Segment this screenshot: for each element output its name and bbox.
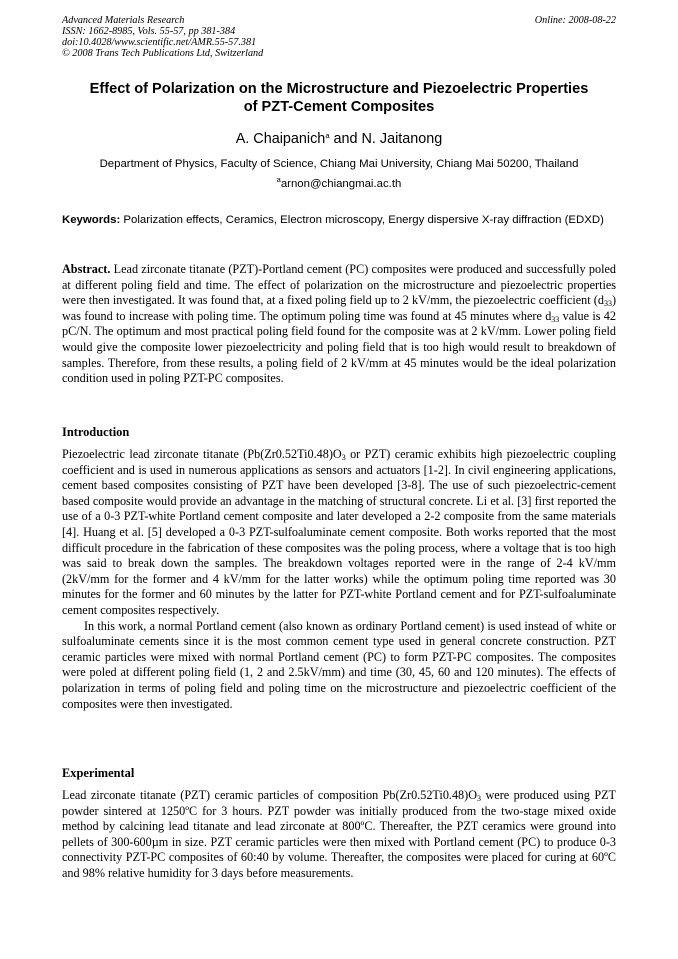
abstract-sub-2: 33	[551, 314, 560, 324]
intro-p1-sub: 3	[341, 453, 346, 462]
exp-sub: 3	[477, 794, 482, 803]
exp-text-1: Lead zirconate titanate (PZT) ceramic particles of composition Pb(Zr0.52Ti0.48)O	[62, 788, 478, 802]
introduction-heading: Introduction	[62, 425, 130, 439]
email-superscript: a	[276, 175, 281, 184]
abstract-text-1: Lead zirconate titanate (PZT)-Portland cement (PC) composites were produced and successfully poled at different poling field and time. The effect of polarization on the microstructure and piezoelectric properties were then investigated. It was found that, at a fixed poling field up to 2 kV/mm, the piezoelectric coefficient (d	[62, 262, 616, 308]
keywords-label: Keywords:	[62, 214, 121, 226]
intro-p1-text-1: Piezoelectric lead zirconate titanate (Pb(Zr0.52Ti0.48)O	[62, 447, 342, 461]
authors	[62, 130, 616, 148]
affiliation: Department of Physics, Faculty of Science, Chiang Mai University, Chiang Mai 50200, Thailand	[99, 158, 579, 170]
copyright-line: © 2008 Trans Tech Publications Ltd, Switzerland	[62, 48, 264, 59]
abstract-sub-1: 33	[603, 299, 612, 309]
email-address: arnon@chiangmai.ac.th	[280, 178, 402, 190]
intro-p1-text-2: or PZT) ceramic exhibits high piezoelectric coupling coefficient and is used in numerous applications as sensors and actuators [1-2]. In civil engineering applications, cement based composites consisting of PZT have been developed [3-8]. The use of such piezoelectric-cement based composite would provide an advantage in the matching of structural concrete. Li et al. [3] first reported the use of a 0-3 PZT-white Portland cement composite and later developed a 2-2 composite from the same materials [4]. Huang et al. [5] developed a 0-3 PZT-sulfoaluminate cement composite. Both works reported that the most difficult procedure in the fabrication of these composites was the poling process, where a voltage that is too high was said to break down the samples. The breakdown voltages reported were in the range of 2-4 kV/mm (2kV/mm for the former and 4 kV/mm for the latter works) while the optimum poling time reported was 30 minutes for the former and 60 minutes by the latter for PZT-white Portland cement and for PZT-sulfoaluminate cement composites respectively.	[62, 447, 616, 617]
introduction-body	[62, 447, 616, 712]
abstract-label: Abstract.	[62, 262, 111, 276]
keywords-text: Polarization effects, Ceramics, Electron microscopy, Energy dispersive X-ray diffraction (EDXD)	[120, 214, 604, 226]
issn-line: ISSN: 1662-8985, Vols. 55-57, pp 381-384	[62, 26, 236, 37]
experimental-body	[62, 788, 616, 882]
doi-line: doi:10.4028/www.scientific.net/AMR.55-57.381	[62, 37, 257, 48]
title-line-2: of PZT-Cement Composites	[243, 99, 435, 115]
abstract-text-3: value is 42 pC/N. The optimum and most practical poling field found for the composite was at 2 kV/mm. Lower poling field would give the composite lower piezoelectricity and poling field that is too high would result to breakdown of samples. Therefore, from these results, a poling field of 2 kV/mm at 45 minutes would be the ideal polarization condition used in poling PZT-PC composites.	[62, 308, 616, 386]
author-2: and N. Jaitanong	[329, 131, 443, 147]
journal-header	[62, 15, 616, 59]
title-line-1: Effect of Polarization on the Microstructure and Piezoelectric Properties	[89, 81, 589, 97]
abstract	[62, 262, 616, 387]
introduction-paragraph-1	[62, 447, 616, 619]
online-date: Online: 2008-08-22	[534, 15, 616, 26]
author-email	[62, 177, 616, 191]
introduction-paragraph-2: In this work, a normal Portland cement (also known as ordinary Portland cement) is used instead of white or sulfoaluminate cements since it is the most common cement type used in general concrete construction. PZT ceramic particles were mixed with normal Portland cement (PC) to form PZT-PC composites. The composites were poled at different poling field (1, 2 and 2.5kV/mm) and time (30, 45, 60 and 120 minutes). The effects of polarization in terms of poling field and poling time on the microstructure and piezoelectric coefficient of the composites were then investigated.	[62, 618, 616, 711]
paper-title	[62, 80, 616, 116]
author-1-superscript: a	[325, 131, 330, 140]
journal-name: Advanced Materials Research	[62, 15, 185, 26]
experimental-heading: Experimental	[62, 766, 135, 780]
abstract-text-2: ) was found to increase with poling time. The optimum poling time was found at 45 minutes where d	[62, 293, 616, 323]
exp-text-2: were produced using PZT powder sintered at 1250ºC for 3 hours. PZT powder was initially produced from the two-stage mixed oxide method by calcining lead titanate and lead zirconate at 800ºC. Thereafter, the PZT ceramics were ground into pellets of 300-600µm in size. PZT ceramic particles were then mixed with Portland cement (PC) to produce 0-3 connectivity PZT-PC composites of 60:40 by volume. Thereafter, the composites were placed for curing at 60ºC and 98% relative humidity for 3 days before measurements.	[62, 788, 616, 880]
author-1: A. Chaipanich	[235, 131, 326, 147]
keywords	[62, 213, 616, 228]
